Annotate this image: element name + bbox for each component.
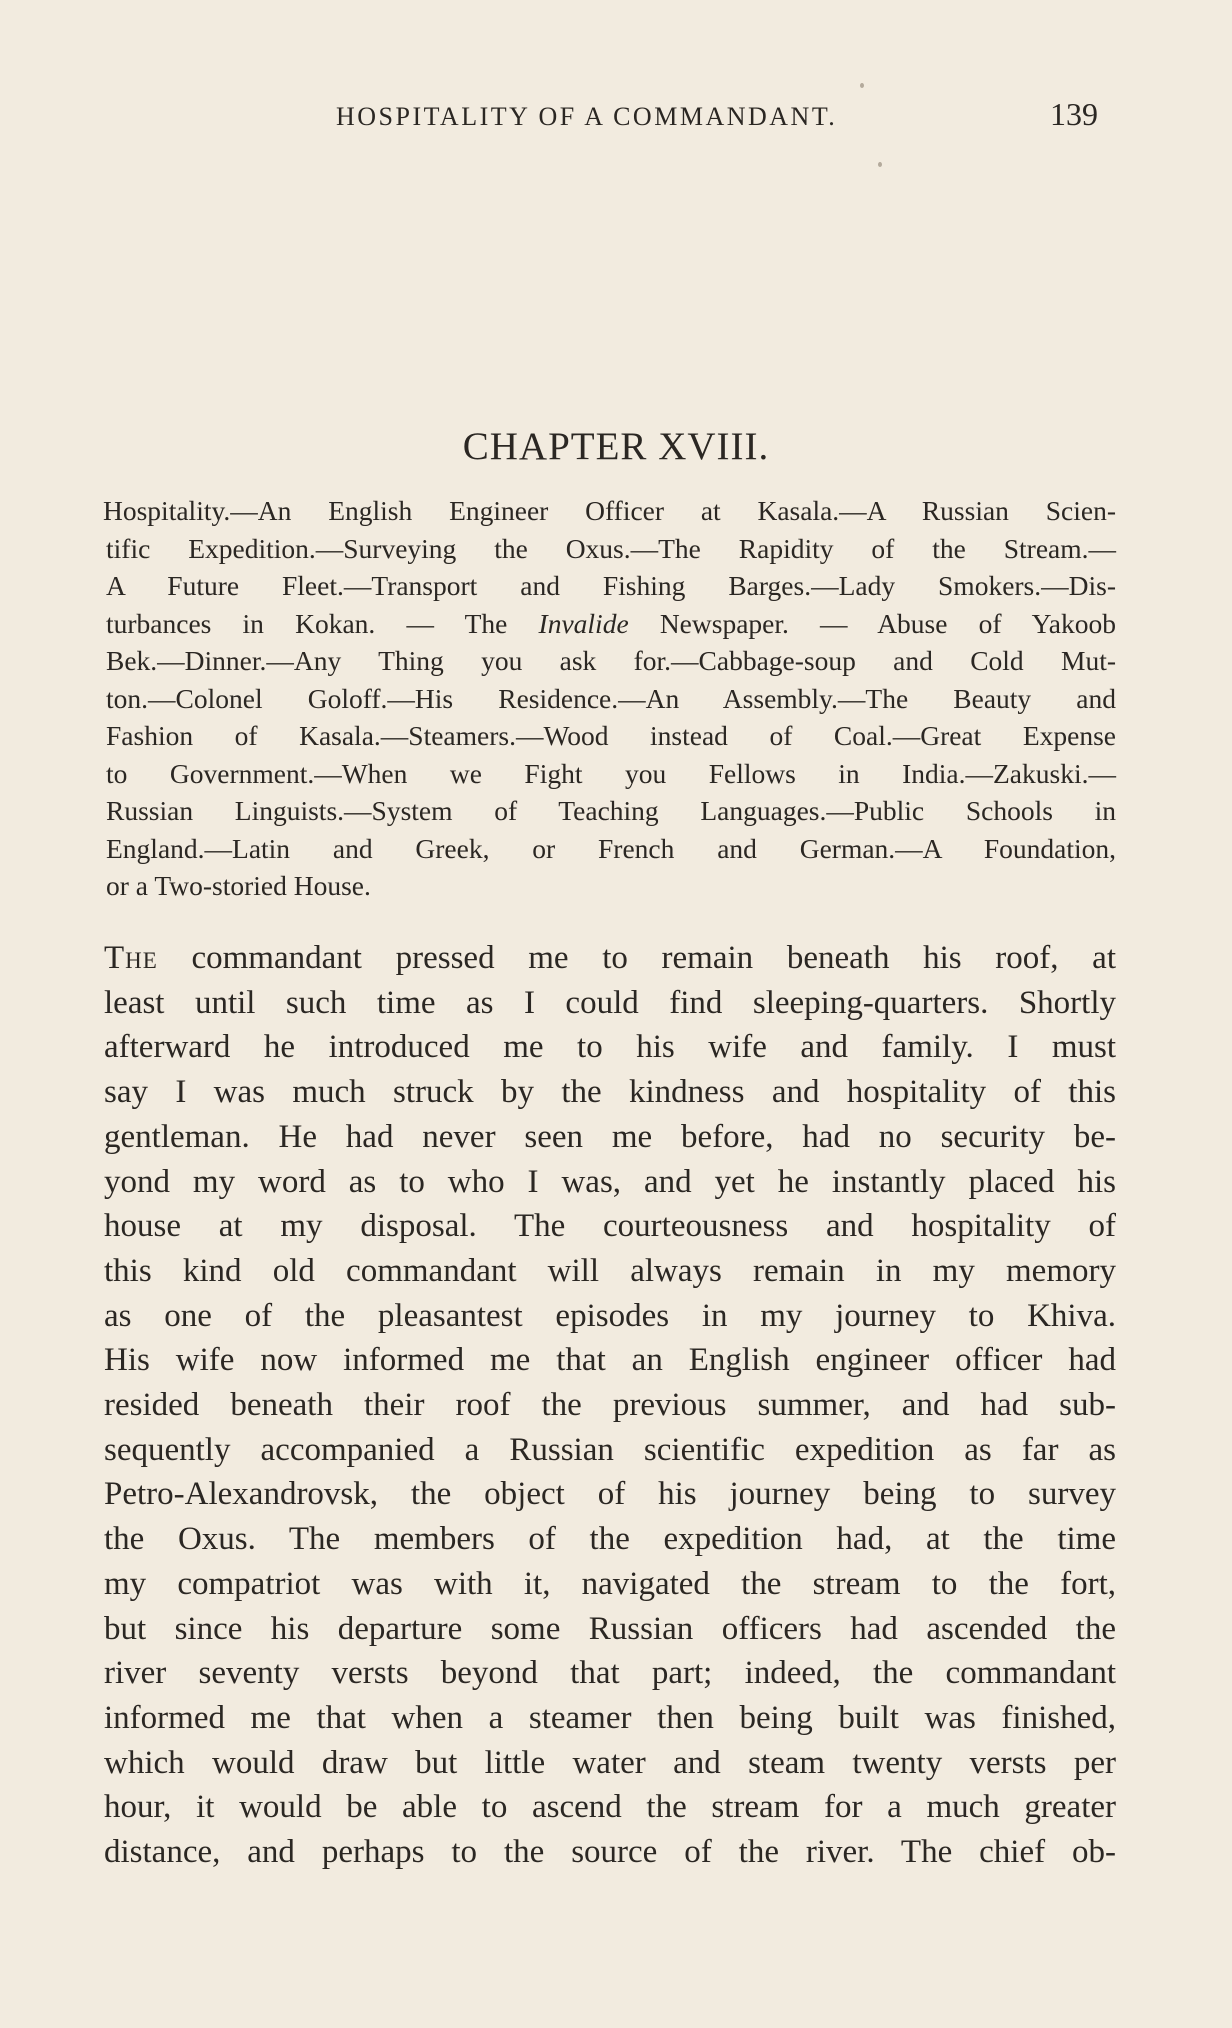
body-line: hour, it would be able to ascend the stream for a much greater — [104, 1789, 1116, 1826]
body-line: gentleman. He had never seen me before, had no security be- — [104, 1118, 1116, 1155]
body-text: commandant pressed me to remain beneath his roof, at — [157, 940, 1116, 976]
body-line: the Oxus. The members of the expedition had, at the time — [104, 1521, 1116, 1558]
summary-line: England.—Latin and Greek, or French and German.—A Foundation, — [106, 832, 1116, 864]
body-line: house at my disposal. The courteousness and hospitality of — [104, 1208, 1116, 1245]
body-line: which would draw but little water and steam twenty versts per — [104, 1744, 1116, 1781]
body-line: afterward he introduced me to his wife and family. I must — [104, 1029, 1116, 1066]
running-head: HOSPITALITY OF A COMMANDANT. — [336, 102, 838, 131]
body-line: but since his departure some Russian officers had ascended the — [104, 1610, 1116, 1647]
body-paragraph — [104, 936, 1116, 1875]
summary-line: ton.—Colonel Goloff.—His Residence.—An Assembly.—The Beauty and — [106, 682, 1116, 714]
body-line: informed me that when a steamer then being built was finished, — [104, 1699, 1116, 1736]
summary-line: or a Two-storied House. — [106, 870, 371, 901]
body-line: distance, and perhaps to the source of the river. The chief ob- — [104, 1834, 1116, 1871]
summary-text: Newspaper. — Abuse of Yakoob — [628, 607, 1116, 639]
summary-line: Russian Linguists.—System of Teaching Languages.—Public Schools in — [106, 795, 1116, 826]
summary-line — [106, 605, 1116, 643]
body-line: say I was much struck by the kindness and hospitality of this — [104, 1074, 1116, 1111]
body-line: His wife now informed me that an English engineer officer had — [104, 1342, 1116, 1379]
opening-word: The — [104, 940, 158, 976]
summary-line: Bek.—Dinner.—Any Thing you ask for.—Cabbage-soup and Cold Mut- — [106, 645, 1116, 676]
summary-line: to Government.—When we Fight you Fellows in India.—Zakuski.— — [106, 757, 1116, 789]
body-line: this kind old commandant will always remain in my memory — [104, 1252, 1116, 1289]
body-line: my compatriot was with it, navigated the stream to the fort, — [104, 1565, 1116, 1602]
body-line: as one of the pleasantest episodes in my journey to Khiva. — [104, 1297, 1116, 1334]
body-line: Petro-Alexandrovsk, the object of his journey being to survey — [104, 1476, 1116, 1513]
body-line: least until such time as I could find sleeping-quarters. Shortly — [104, 984, 1116, 1021]
body-line — [104, 936, 1116, 981]
italic-title: Invalide — [538, 607, 629, 639]
body-line: river seventy versts beyond that part; indeed, the commandant — [104, 1655, 1116, 1692]
chapter-summary — [103, 492, 1116, 905]
paper-speck — [860, 83, 864, 88]
summary-text: turbances in Kokan. — The — [106, 607, 539, 639]
summary-line: A Future Fleet.—Transport and Fishing Barges.—Lady Smokers.—Dis- — [106, 570, 1116, 601]
summary-line: tific Expedition.—Surveying the Oxus.—The Rapidity of the Stream.— — [106, 532, 1116, 564]
paper-speck — [878, 162, 882, 167]
body-line: sequently accompanied a Russian scientific expedition as far as — [104, 1431, 1116, 1468]
body-line: resided beneath their roof the previous summer, and had sub- — [104, 1387, 1116, 1424]
summary-line: Fashion of Kasala.—Steamers.—Wood instead of Coal.—Great Expense — [106, 720, 1116, 751]
body-line: yond my word as to who I was, and yet he instantly placed his — [104, 1163, 1116, 1200]
page-number: 139 — [1050, 96, 1098, 132]
summary-line: Hospitality.—An English Engineer Officer at Kasala.—A Russian Scien- — [103, 495, 1116, 526]
chapter-title: CHAPTER XVIII. — [462, 425, 770, 468]
